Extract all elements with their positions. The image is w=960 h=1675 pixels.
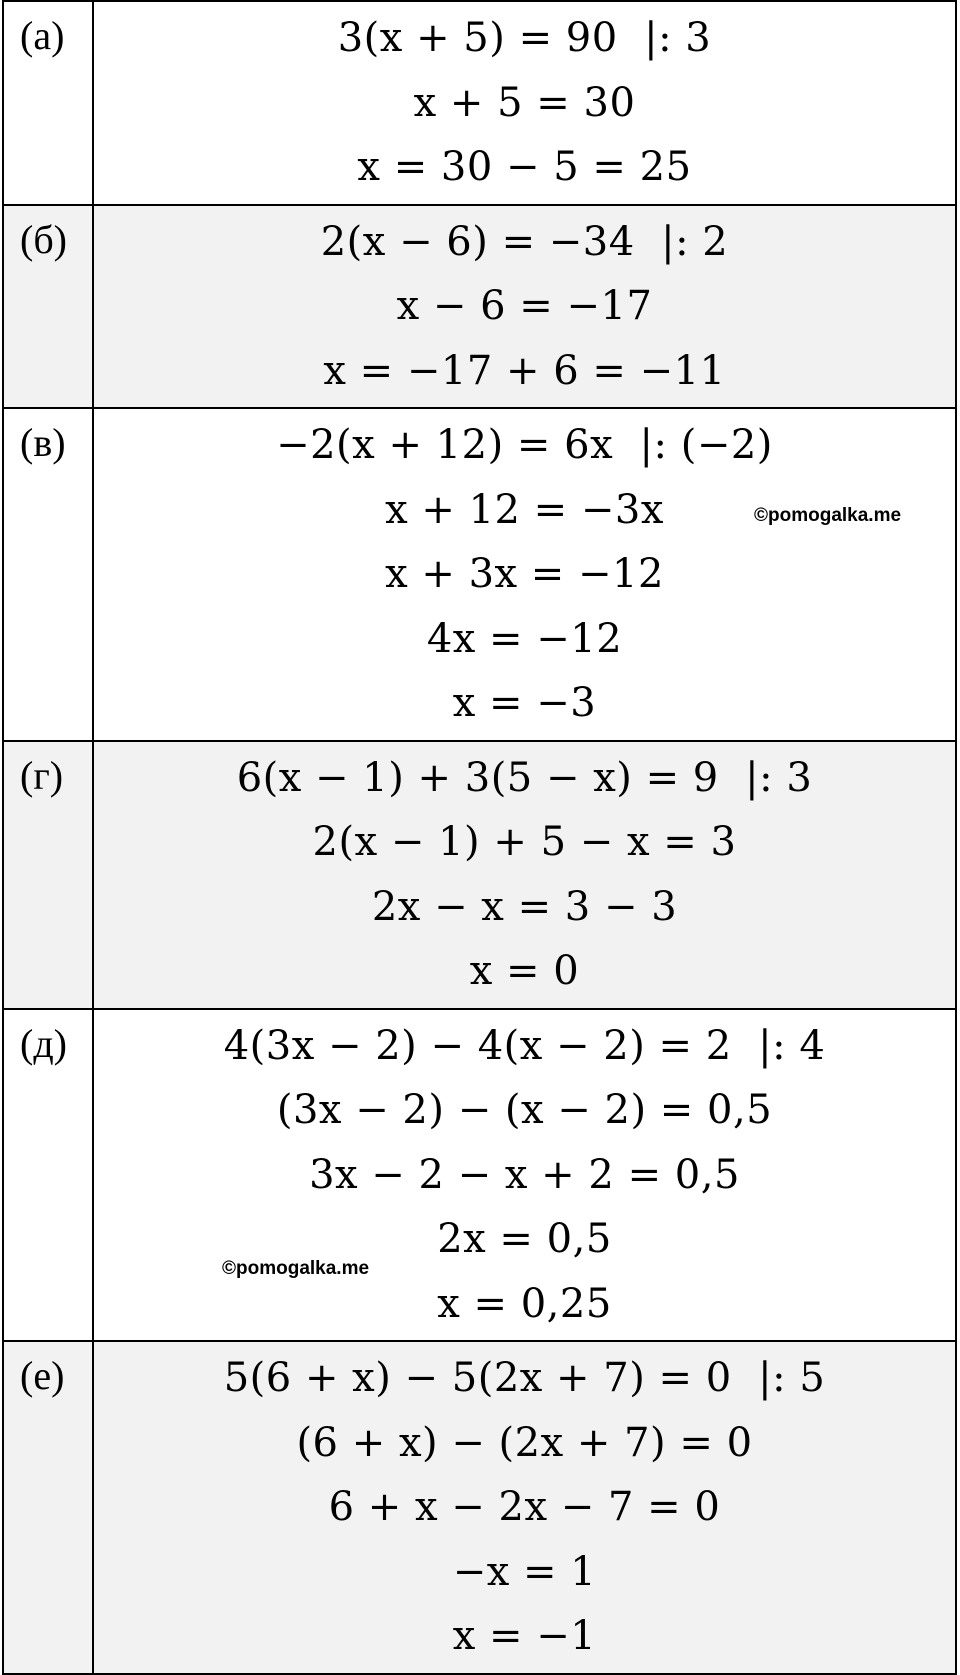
- equation-line: x = 30 − 5 = 25: [357, 144, 692, 190]
- equation-line: x + 5 = 30: [413, 79, 636, 126]
- equation-cell: [93, 1, 956, 205]
- equation-cell: [93, 1009, 956, 1342]
- row-label-cell: [3, 1341, 93, 1674]
- watermark-text: ©pomogalka.me: [754, 505, 902, 526]
- equation-line: 2x = 0,5: [437, 1216, 612, 1262]
- equation-line: x = 0: [469, 948, 580, 994]
- equation-line: x + 12 = −3x: [385, 486, 664, 533]
- equation-line: x = −17 + 6 = −11: [323, 347, 726, 394]
- row-label: (a): [20, 13, 65, 58]
- row-label: (г): [20, 752, 64, 798]
- equation-lines: [94, 409, 955, 740]
- equation-lines: [94, 2, 955, 204]
- row-label-cell: [3, 741, 93, 1009]
- equation-line: 2(x − 6) = −34 |: 2: [320, 218, 729, 265]
- equation-lines: [94, 742, 955, 1008]
- equation-line: x = −3: [452, 680, 597, 726]
- equation-cell: [93, 1341, 956, 1674]
- solutions-table-body: [3, 1, 956, 1674]
- equation-lines: [94, 1342, 955, 1673]
- solutions-table: [2, 0, 957, 1675]
- row-label: (е): [20, 1353, 65, 1398]
- solution-row: [3, 1341, 956, 1674]
- equation-cell: [93, 741, 956, 1009]
- equation-line: (6 + x) − (2x + 7) = 0: [296, 1419, 753, 1466]
- equation-line: 2(x − 1) + 5 − x = 3: [312, 819, 737, 865]
- equation-line: 5(6 + x) − 5(2x + 7) = 0 |: 5: [223, 1355, 826, 1401]
- equation-lines: [94, 206, 955, 408]
- equation-line: 4(3x − 2) − 4(x − 2) = 2 |: 4: [223, 1022, 826, 1069]
- equation-line: 2x − x = 3 − 3: [371, 883, 678, 930]
- equation-cell: [93, 408, 956, 741]
- row-label: (б): [20, 216, 67, 262]
- equation-line: −x = 1: [452, 1548, 597, 1595]
- row-label: (в): [20, 420, 66, 465]
- equation-line: 3(x + 5) = 90 |: 3: [337, 15, 712, 61]
- solution-row: [3, 205, 956, 409]
- equation-line: 6(x − 1) + 3(5 − x) = 9 |: 3: [236, 754, 813, 801]
- equation-cell: [93, 205, 956, 409]
- equation-line: 4x = −12: [426, 615, 623, 662]
- equation-lines: [94, 1010, 955, 1341]
- row-label: (д): [20, 1020, 67, 1066]
- row-label-cell: [3, 205, 93, 409]
- equation-line: x = 0,25: [437, 1280, 612, 1327]
- row-label-cell: [3, 1, 93, 205]
- row-label-cell: [3, 1009, 93, 1342]
- solution-row: [3, 741, 956, 1009]
- equation-line: 6 + x − 2x − 7 = 0: [328, 1484, 721, 1530]
- equation-line: 3x − 2 − x + 2 = 0,5: [309, 1151, 740, 1198]
- row-label-cell: [3, 408, 93, 741]
- solution-row: [3, 1009, 956, 1342]
- equation-line: −2(x + 12) = 6x |: (−2): [276, 422, 773, 468]
- equation-line: x = −1: [452, 1613, 597, 1659]
- equation-line: x + 3x = −12: [385, 551, 664, 597]
- watermark-text: ©pomogalka.me: [222, 1257, 370, 1279]
- solution-row: [3, 408, 956, 741]
- equation-line: (3x − 2) − (x − 2) = 0,5: [276, 1087, 773, 1133]
- solution-row: [3, 1, 956, 205]
- equation-line: x − 6 = −17: [396, 283, 653, 329]
